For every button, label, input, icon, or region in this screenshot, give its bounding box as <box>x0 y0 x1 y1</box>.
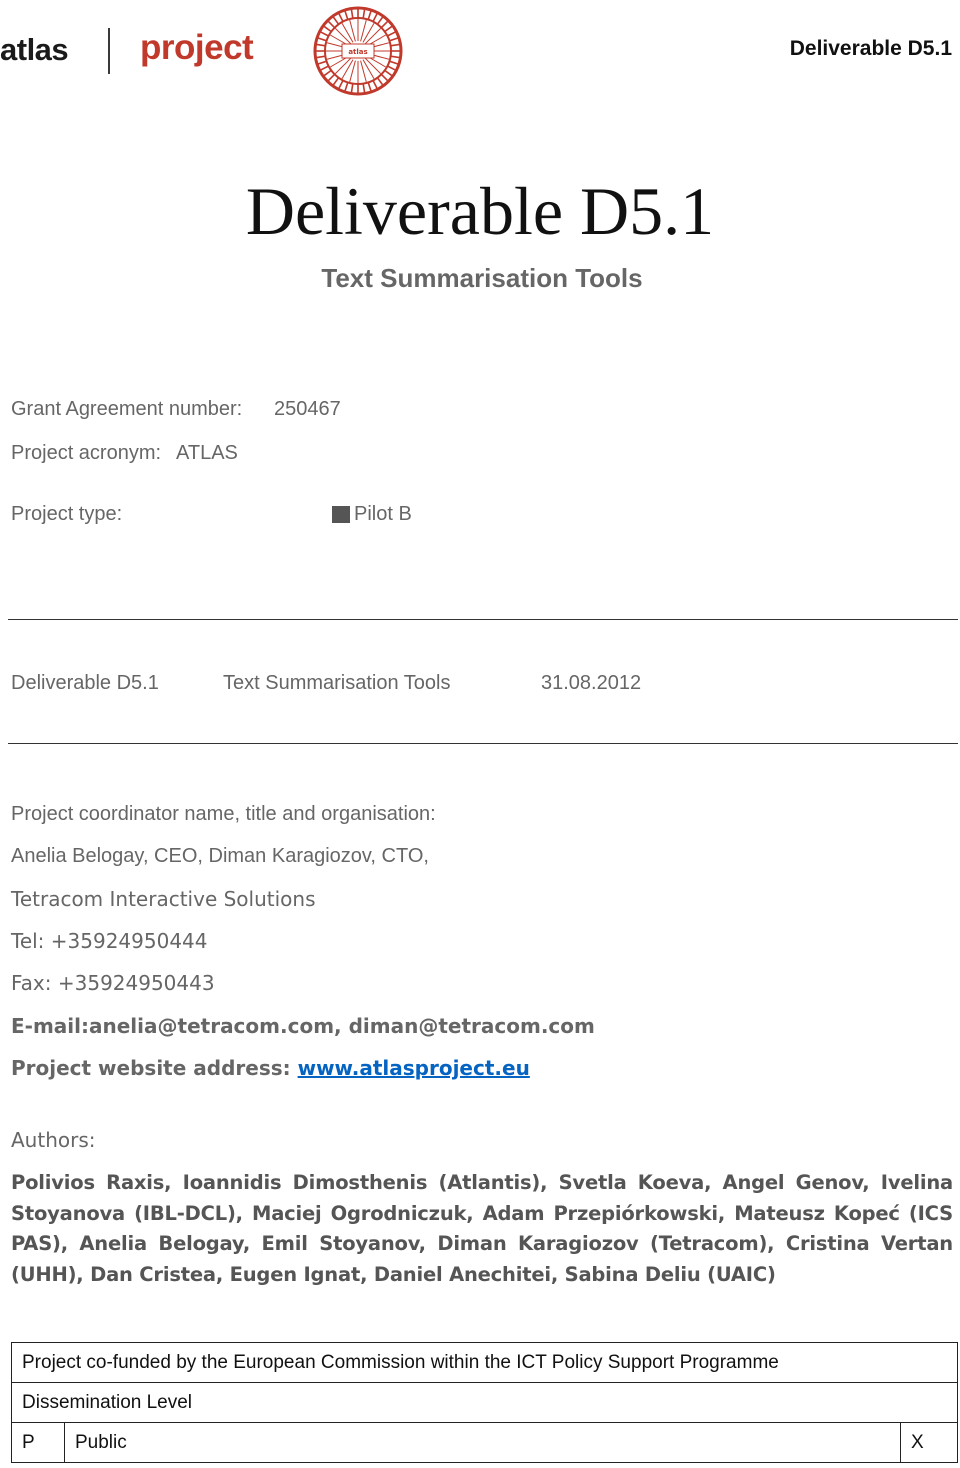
project-logo-text: project <box>140 28 254 67</box>
checkbox-icon <box>332 506 350 523</box>
level-name-cell: Public <box>65 1423 901 1463</box>
website-line <box>11 1056 530 1080</box>
project-type-value: Pilot B <box>354 503 412 525</box>
atlas-emblem-logo <box>312 5 404 97</box>
page-subtitle: Text Summarisation Tools <box>321 263 643 293</box>
coordinator-organisation: Tetracom Interactive Solutions <box>11 887 316 911</box>
table-row <box>12 1423 958 1463</box>
project-type-label: Project type: <box>11 503 123 525</box>
table-row <box>12 1343 958 1383</box>
coordinator-fax: Fax: +35924950443 <box>11 971 215 995</box>
website-label: Project website address: <box>11 1056 298 1080</box>
authors-label: Authors: <box>11 1128 96 1152</box>
deliverable-date: 31.08.2012 <box>541 672 642 694</box>
authors-list: Polivios Raxis, Ioannidis Dimosthenis (Atlantis), Svetla Koeva, Angel Genov, Ivelina Stoyanova (IBL-DCL), Maciej Ogrodniczuk, Adam Przepiórkowski, Mateusz Kopeć (ICS PAS), Anelia Belogay, Emil Stoyanov, Diman Karagiozov (Tetracom), Cristina Vertan (UHH), Dan Cristea, Eugen Ignat, Daniel Anechitei, Sabina Deliu (UAIC) <box>11 1171 953 1286</box>
funding-cell: Project co-funded by the European Commission within the ICT Policy Support Programme <box>12 1343 958 1383</box>
coordinator-label: Project coordinator name, title and organisation: <box>11 803 436 825</box>
coordinator-names: Anelia Belogay, CEO, Diman Karagiozov, CTO, <box>11 845 429 867</box>
coordinator-tel: Tel: +35924950444 <box>11 929 208 953</box>
divider-top <box>8 619 958 620</box>
website-link[interactable]: www.atlasproject.eu <box>297 1056 530 1080</box>
level-mark-cell: X <box>901 1423 958 1463</box>
logo-divider <box>108 28 110 74</box>
project-acronym-label: Project acronym: <box>11 442 162 464</box>
header-deliverable-label: Deliverable D5.1 <box>789 37 952 60</box>
emblem-label: atlas <box>348 48 368 56</box>
dissemination-table <box>11 1342 958 1463</box>
atlas-logo-text: atlas <box>0 32 69 67</box>
dissemination-level-cell: Dissemination Level <box>12 1383 958 1423</box>
project-acronym-value: ATLAS <box>176 442 238 464</box>
deliverable-name: Text Summarisation Tools <box>223 672 451 694</box>
coordinator-email: E-mail:anelia@tetracom.com, diman@tetracom.com <box>11 1014 595 1038</box>
divider-bottom <box>8 743 958 744</box>
grant-number-value: 250467 <box>274 398 341 420</box>
deliverable-id: Deliverable D5.1 <box>11 672 159 694</box>
page-title: Deliverable D5.1 <box>245 173 715 249</box>
table-row <box>12 1383 958 1423</box>
level-code-cell: P <box>12 1423 65 1463</box>
grant-number-label: Grant Agreement number: <box>11 398 243 420</box>
